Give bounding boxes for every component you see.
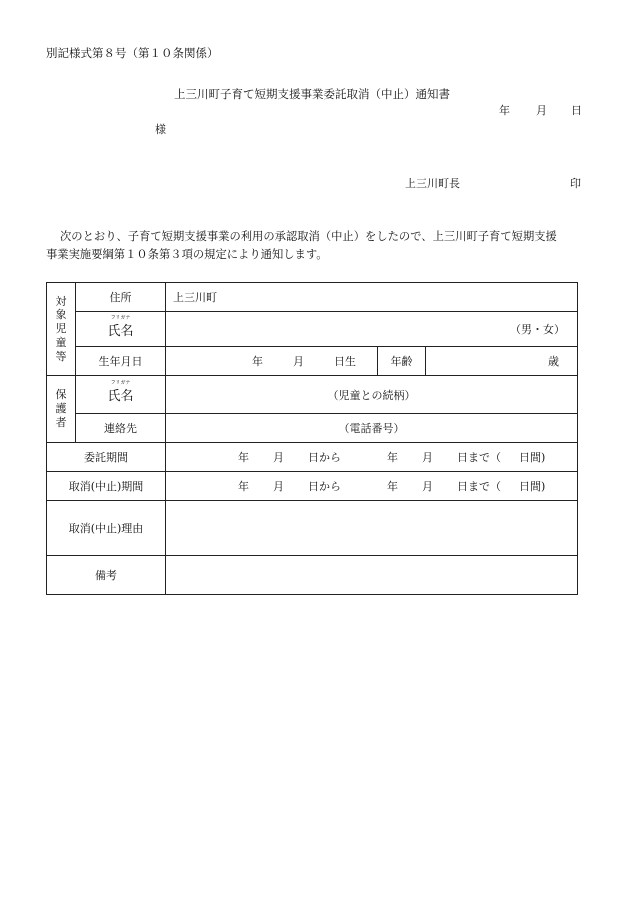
age-unit: 歳 bbox=[548, 355, 560, 368]
period-to-month: 月 bbox=[422, 451, 433, 464]
birth-value bbox=[166, 347, 378, 376]
birth-label: 生年月日 bbox=[76, 347, 166, 376]
cancel-to-year: 年 bbox=[387, 480, 398, 493]
remarks-label: 備考 bbox=[47, 556, 166, 595]
child-furigana: フリガナ bbox=[110, 314, 131, 321]
cancel-from-year: 年 bbox=[238, 480, 249, 493]
guardian-name-row bbox=[47, 376, 578, 414]
date-month: 月 bbox=[536, 104, 547, 117]
cancel-from-day: 日から bbox=[308, 480, 341, 493]
date-day: 日 bbox=[571, 104, 582, 117]
age-value bbox=[426, 347, 578, 376]
entrustment-period-value bbox=[166, 443, 578, 472]
guardian-name-label-cell bbox=[76, 376, 166, 414]
date-year: 年 bbox=[499, 104, 510, 117]
remarks-row bbox=[47, 556, 578, 595]
cancel-days: 日間) bbox=[519, 480, 546, 493]
seal-mark: 印 bbox=[570, 177, 581, 190]
guardian-relation: （児童との続柄） bbox=[166, 376, 578, 414]
form-number: 別記様式第８号（第１０条関係） bbox=[46, 46, 219, 60]
cancel-from-month: 月 bbox=[273, 480, 284, 493]
guardian-name-label: 氏名 bbox=[107, 389, 134, 404]
address-label: 住所 bbox=[76, 283, 166, 312]
birth-day: 日生 bbox=[334, 355, 356, 368]
cancel-to-day: 日まで（ bbox=[457, 480, 501, 493]
child-name-label: 氏名 bbox=[107, 323, 134, 339]
contact-phone: （電話番号） bbox=[166, 414, 578, 443]
entrustment-period-row bbox=[47, 443, 578, 472]
issuer: 上三川町長 bbox=[405, 177, 460, 190]
body-line-1: 次のとおり、子育て短期支援事業の利用の承認取消（中止）をしたので、上三川町子育て短期支援 bbox=[60, 230, 557, 243]
period-days: 日間) bbox=[519, 451, 546, 464]
period-from-day: 日から bbox=[308, 451, 341, 464]
cancel-reason-row bbox=[47, 501, 578, 556]
contact-row bbox=[47, 414, 578, 443]
cancel-period-row bbox=[47, 472, 578, 501]
child-name-label-cell bbox=[76, 312, 166, 347]
guardian-group-label: 保護者 bbox=[47, 376, 76, 443]
guardian-furigana: フリガナ bbox=[110, 380, 131, 386]
sex-selector: （男・女） bbox=[510, 323, 566, 336]
period-from-month: 月 bbox=[273, 451, 284, 464]
period-from-year: 年 bbox=[238, 451, 249, 464]
document-title: 上三川町子育て短期支援事業委託取消（中止）通知書 bbox=[174, 87, 450, 101]
birth-month: 月 bbox=[293, 355, 304, 368]
cancel-reason-label: 取消(中止)理由 bbox=[47, 501, 166, 556]
child-group-label: 対象児童等 bbox=[47, 283, 76, 376]
age-label: 年齢 bbox=[378, 347, 426, 376]
cancel-period-value bbox=[166, 472, 578, 501]
cancel-period-label: 取消(中止)期間 bbox=[47, 472, 166, 501]
period-to-year: 年 bbox=[387, 451, 398, 464]
address-row bbox=[47, 283, 578, 312]
cancel-to-month: 月 bbox=[422, 480, 433, 493]
notice-form-table bbox=[46, 282, 578, 595]
address-value: 上三川町 bbox=[166, 283, 578, 312]
entrustment-period-label: 委託期間 bbox=[47, 443, 166, 472]
child-name-value bbox=[166, 312, 578, 347]
period-to-day: 日まで（ bbox=[457, 451, 501, 464]
addressee-suffix: 様 bbox=[155, 123, 166, 136]
birth-year: 年 bbox=[252, 355, 263, 368]
birth-row bbox=[47, 347, 578, 376]
contact-label: 連絡先 bbox=[76, 414, 166, 443]
cancel-reason-value bbox=[166, 501, 578, 556]
child-name-row bbox=[47, 312, 578, 347]
body-line-2: 事業実施要綱第１０条第３項の規定により通知します。 bbox=[46, 248, 328, 261]
remarks-value bbox=[166, 556, 578, 595]
